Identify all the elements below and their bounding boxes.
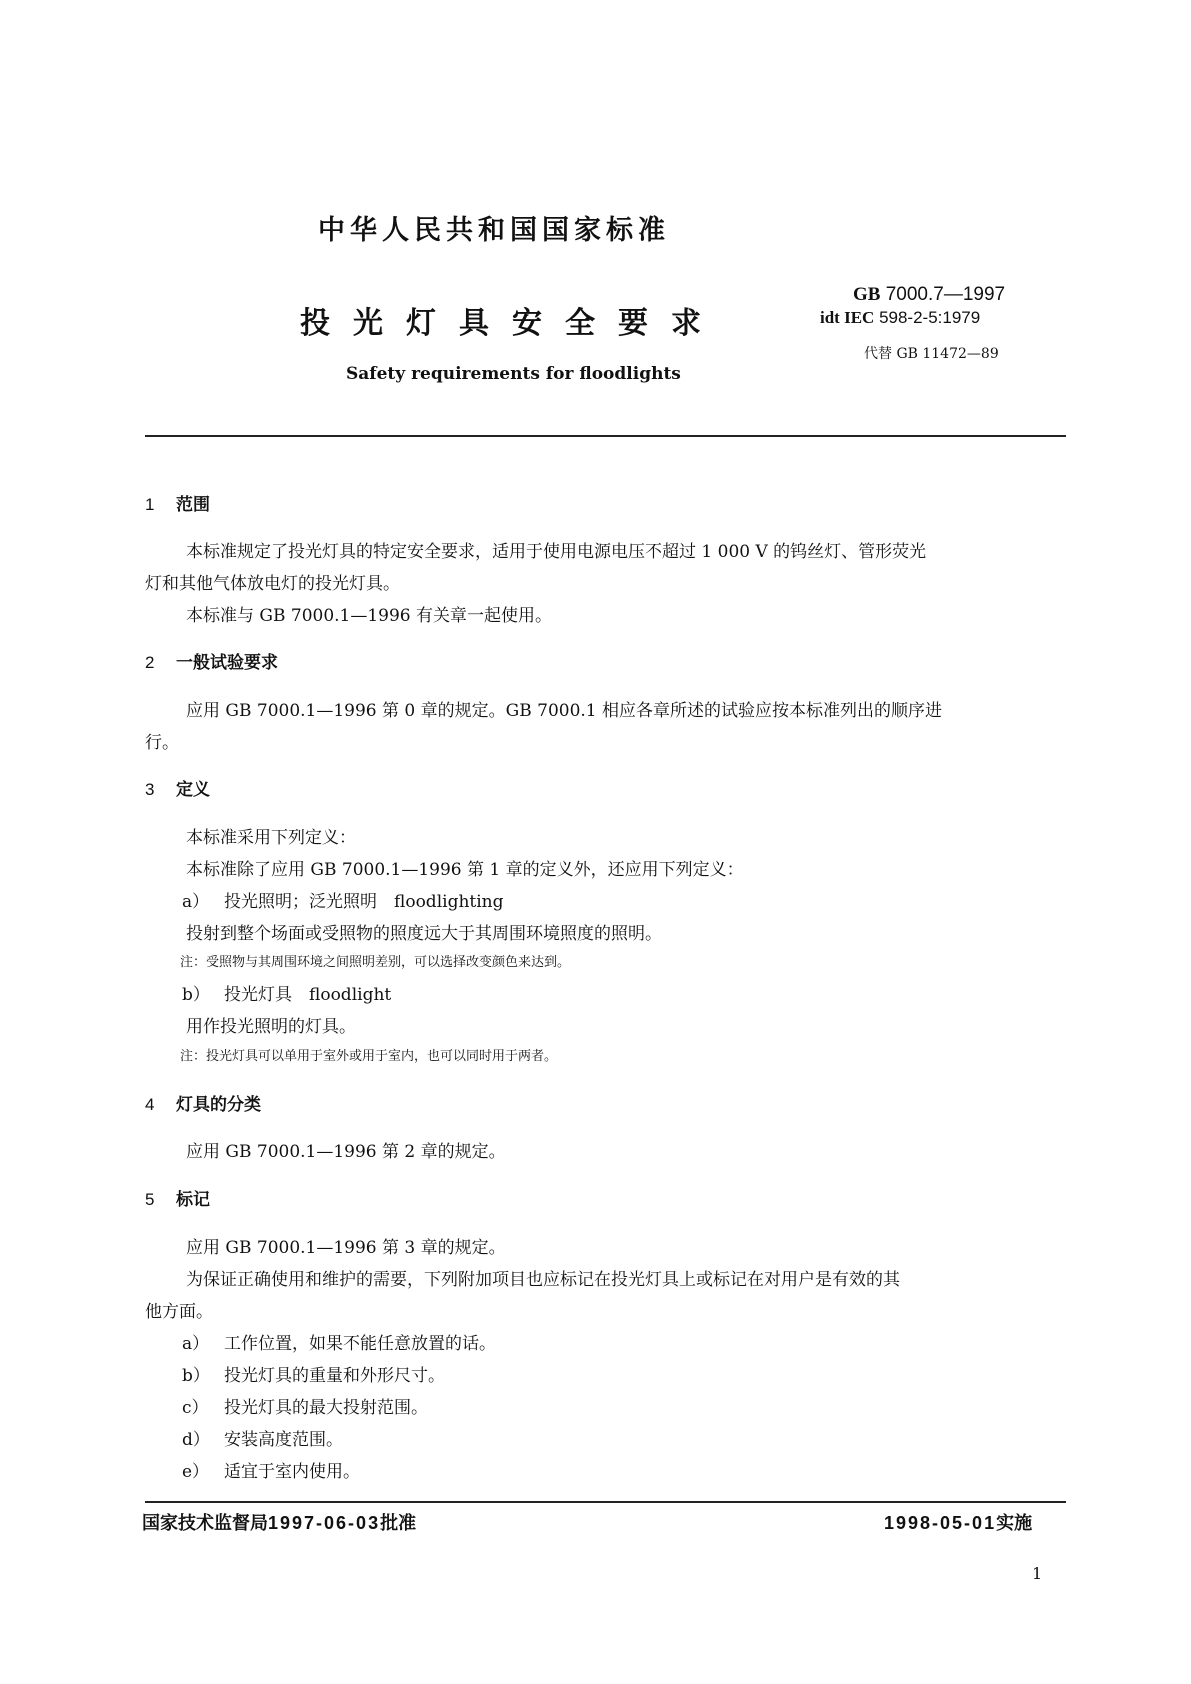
- item-text: 工作位置，如果不能任意放置的话。: [224, 1334, 496, 1354]
- approval-line: [142, 1509, 416, 1535]
- section-heading: [145, 490, 210, 515]
- paragraph: 应用 GB 7000.1—1996 第 3 章的规定。: [186, 1238, 506, 1258]
- identical-standard-prefix: idt IEC: [820, 308, 875, 327]
- standard-title-english: Safety requirements for floodlights: [346, 364, 681, 384]
- paragraph: 本标准规定了投光灯具的特定安全要求，适用于使用电源电压不超过 1 000 V 的钨丝灯、管形荧光: [186, 542, 927, 562]
- list-item: [182, 1329, 496, 1354]
- section-number: 3: [145, 780, 155, 799]
- section-heading: [145, 1090, 261, 1115]
- section-number: 2: [145, 653, 155, 672]
- item-marker: b）: [182, 1366, 210, 1386]
- definition-term: [182, 887, 504, 912]
- definition-note: 注：投光灯具可以单用于室外或用于室内，也可以同时用于两者。: [180, 1049, 558, 1064]
- item-marker: a）: [182, 892, 210, 912]
- page-number: 1: [1032, 1564, 1043, 1583]
- section-number: 5: [145, 1190, 155, 1209]
- section-heading: [145, 1185, 210, 1210]
- paragraph: 本标准采用下列定义：: [186, 828, 356, 848]
- item-text: 适宜于室内使用。: [224, 1462, 360, 1482]
- definition-text: 投射到整个场面或受照物的照度远大于其周围环境照度的照明。: [186, 924, 662, 944]
- section-heading: [145, 648, 278, 673]
- definition-note: 注：受照物与其周围环境之间照明差别，可以选择改变颜色来达到。: [180, 955, 571, 970]
- section-number: 4: [145, 1095, 155, 1114]
- standard-number: [853, 284, 1005, 306]
- paragraph: 应用 GB 7000.1—1996 第 0 章的规定。GB 7000.1 相应各章所述的试验应按本标准列出的顺序进: [186, 701, 943, 721]
- identical-standard-value: 598-2-5:1979: [879, 308, 981, 327]
- item-marker: b）: [182, 985, 210, 1005]
- section-title: 灯具的分类: [176, 1095, 261, 1115]
- section-title: 标记: [176, 1190, 210, 1210]
- identical-standard: [820, 308, 980, 328]
- item-text: 投光灯具的最大投射范围。: [224, 1398, 428, 1418]
- footer-divider: [145, 1501, 1066, 1503]
- paragraph-continuation: 行。: [145, 733, 179, 753]
- header-divider: [145, 435, 1066, 437]
- paragraph: 本标准除了应用 GB 7000.1—1996 第 1 章的定义外，还应用下列定义：: [186, 860, 744, 880]
- effective-date: 1998-05-01: [884, 1513, 997, 1533]
- list-item: [182, 1457, 360, 1482]
- item-text: 投光灯具的重量和外形尺寸。: [224, 1366, 445, 1386]
- approval-suffix: 批准: [380, 1513, 417, 1534]
- section-number: 1: [145, 495, 155, 514]
- paragraph: 为保证正确使用和维护的需要，下列附加项目也应标记在投光灯具上或标记在对用户是有效的其: [186, 1270, 900, 1290]
- item-marker: e）: [182, 1462, 210, 1482]
- effective-line: [884, 1509, 1032, 1535]
- item-text: 安装高度范围。: [224, 1430, 343, 1450]
- national-standard-title: 中华人民共和国国家标准: [318, 215, 670, 246]
- paragraph: 应用 GB 7000.1—1996 第 2 章的规定。: [186, 1142, 506, 1162]
- list-item: [182, 1393, 428, 1418]
- item-marker: a）: [182, 1334, 210, 1354]
- standard-title-chinese: 投光灯具安全要求: [300, 306, 724, 341]
- list-item: [182, 1361, 445, 1386]
- paragraph-continuation: 他方面。: [145, 1302, 213, 1322]
- section-title: 范围: [176, 495, 210, 515]
- section-title: 一般试验要求: [176, 653, 278, 673]
- approval-date: 1997-06-03: [268, 1513, 381, 1533]
- paragraph: 本标准与 GB 7000.1—1996 有关章一起使用。: [186, 606, 553, 626]
- replaces-standard: 代替 GB 11472—89: [864, 346, 999, 362]
- section-title: 定义: [176, 780, 210, 800]
- item-marker: d）: [182, 1430, 210, 1450]
- approval-org: 国家技术监督局: [142, 1513, 268, 1534]
- section-heading: [145, 775, 210, 800]
- effective-suffix: 实施: [996, 1513, 1033, 1534]
- list-item: [182, 1425, 343, 1450]
- standard-number-value: 7000.7—1997: [885, 284, 1006, 305]
- paragraph-continuation: 灯和其他气体放电灯的投光灯具。: [145, 574, 400, 594]
- term-text: 投光灯具 floodlight: [224, 985, 392, 1005]
- definition-text: 用作投光照明的灯具。: [186, 1017, 356, 1037]
- term-text: 投光照明；泛光照明 floodlighting: [224, 892, 504, 912]
- standard-number-prefix: GB: [853, 284, 881, 305]
- definition-term: [182, 980, 391, 1005]
- item-marker: c）: [182, 1398, 209, 1418]
